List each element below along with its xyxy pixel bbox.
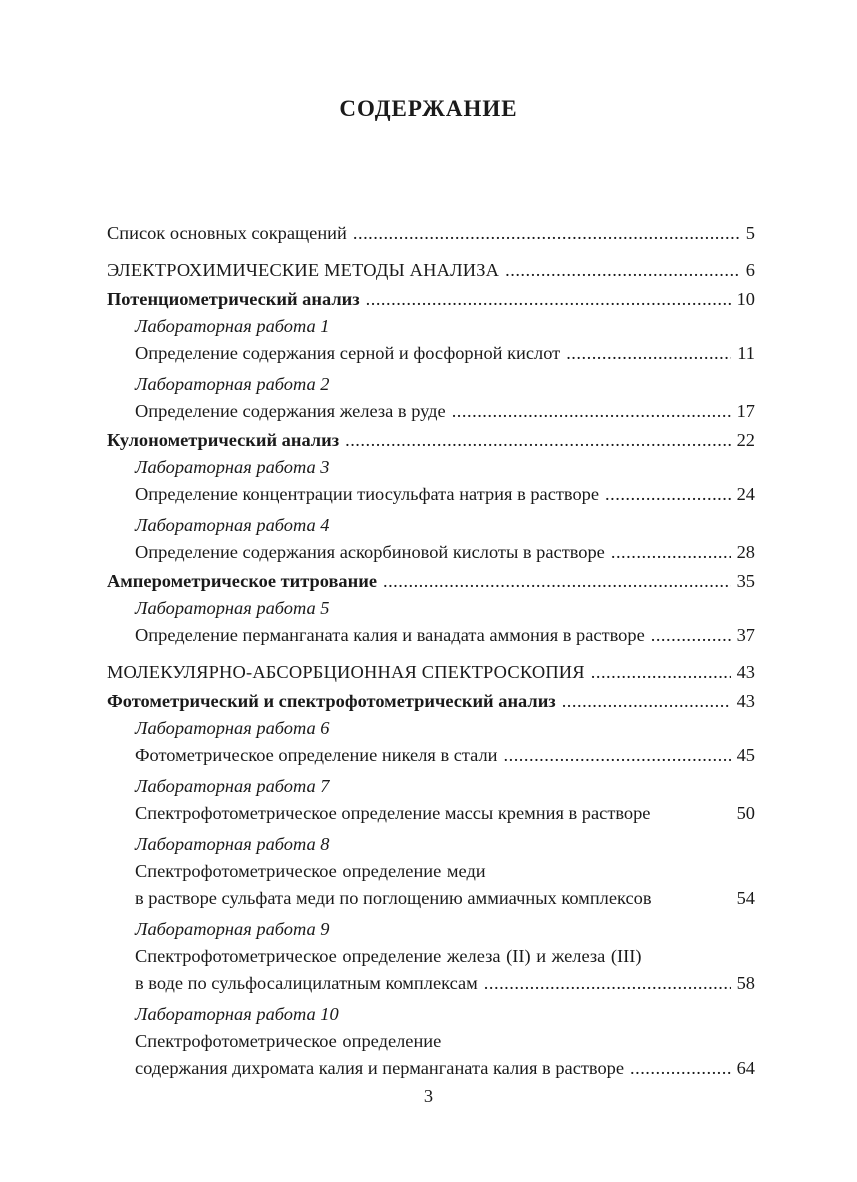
toc-chapter-photometric[interactable]	[107, 688, 755, 715]
toc-leader-dots	[651, 622, 731, 649]
toc-entry-lab3[interactable]	[107, 481, 755, 508]
toc-entry-title: Определение концентрации тиосульфата натрия в растворе	[135, 484, 600, 504]
toc-leader-dots	[452, 398, 731, 425]
toc-page-number: 5	[745, 223, 755, 243]
toc-leader-dots	[611, 539, 731, 566]
toc-leader-dots	[484, 970, 731, 997]
toc-entry-lab10[interactable]	[107, 1055, 755, 1082]
toc-lab-label: Лабораторная работа 1	[135, 316, 330, 336]
toc-leader-dots	[630, 1055, 731, 1082]
toc-entry-title: Определение содержания железа в руде	[135, 401, 446, 421]
page-title: СОДЕРЖАНИЕ	[339, 96, 518, 121]
toc-entry-lab8-line1: Спектрофотометрическое определение меди	[135, 861, 486, 881]
toc-entry-lab5[interactable]	[107, 622, 755, 649]
toc-entry-abbreviations[interactable]	[107, 220, 755, 247]
toc-leader-dots	[605, 481, 731, 508]
toc-lab-label: Лабораторная работа 6	[135, 718, 330, 738]
toc-lab-label: Лабораторная работа 10	[135, 1004, 339, 1024]
toc-lab-label: Лабораторная работа 5	[135, 598, 330, 618]
toc-entry-title: Фотометрический и спектрофотометрический анализ	[107, 691, 556, 711]
toc-chapter-potentiometric[interactable]	[107, 286, 755, 313]
toc-page-number: 22	[736, 430, 755, 450]
toc-leader-dots	[591, 659, 731, 686]
toc-page-number: 11	[737, 343, 755, 363]
toc-page-number: 43	[736, 691, 755, 711]
toc-entry-lab8[interactable]	[107, 885, 755, 912]
toc-leader-dots	[562, 688, 731, 715]
toc-page-number: 45	[736, 745, 755, 765]
toc-entry-title: МОЛЕКУЛЯРНО-АБСОРБЦИОННАЯ СПЕКТРОСКОПИЯ	[107, 662, 585, 682]
toc-lab-label: Лабораторная работа 3	[135, 457, 330, 477]
toc-entry-lab10-line1: Спектрофотометрическое определение	[135, 1031, 442, 1051]
toc-entry-lab6[interactable]	[107, 742, 755, 769]
toc-lab-label: Лабораторная работа 7	[135, 776, 330, 796]
toc-entry-title: Список основных сокращений	[107, 223, 347, 243]
toc-entry-title: Фотометрическое определение никеля в стали	[135, 745, 498, 765]
toc-entry-title: в воде по сульфосалицилатным комплексам	[135, 973, 478, 993]
toc-entry-title: в растворе сульфата меди по поглощению аммиачных комплексов	[135, 888, 652, 908]
toc-page-number: 43	[736, 662, 755, 682]
toc-page-number: 54	[736, 888, 755, 908]
toc-leader-dots	[505, 257, 740, 284]
toc-page-number: 58	[736, 973, 755, 993]
toc-page-number: 10	[736, 289, 755, 309]
toc-entry-title: Кулонометрический анализ	[107, 430, 340, 450]
toc-leader-dots	[504, 742, 731, 769]
toc-page-number: 35	[736, 571, 755, 591]
toc-entry-title: ЭЛЕКТРОХИМИЧЕСКИЕ МЕТОДЫ АНАЛИЗА	[107, 260, 500, 280]
table-of-contents	[107, 220, 755, 1082]
toc-entry-title: Потенциометрический анализ	[107, 289, 360, 309]
toc-entry-lab2[interactable]	[107, 398, 755, 425]
toc-entry-lab1[interactable]	[107, 340, 755, 367]
toc-page-number: 28	[736, 542, 755, 562]
toc-lab-label: Лабораторная работа 2	[135, 374, 330, 394]
toc-leader-dots	[383, 568, 731, 595]
toc-lab-label: Лабораторная работа 9	[135, 919, 330, 939]
toc-entry-lab7[interactable]	[107, 800, 755, 827]
toc-page-number: 64	[736, 1058, 755, 1078]
toc-leader-dots	[366, 286, 731, 313]
toc-lab-label: Лабораторная работа 8	[135, 834, 330, 854]
toc-entry-title: Амперометрическое титрование	[107, 571, 377, 591]
toc-leader-dots	[353, 220, 740, 247]
toc-entry-lab4[interactable]	[107, 539, 755, 566]
toc-chapter-amperometric[interactable]	[107, 568, 755, 595]
toc-entry-title: Спектрофотометрическое определение массы кремния в растворе	[135, 803, 651, 823]
toc-entry-title: Определение перманганата калия и ванадата аммония в растворе	[135, 625, 645, 645]
toc-entry-title: Определение содержания серной и фосфорной кислот	[135, 343, 561, 363]
page-footer-number: 3	[423, 1086, 434, 1106]
toc-page-number: 37	[736, 625, 755, 645]
toc-leader-dots	[345, 427, 731, 454]
toc-entry-lab9[interactable]	[107, 970, 755, 997]
toc-section-molecular-absorption[interactable]	[107, 659, 755, 686]
toc-page-number: 17	[736, 401, 755, 421]
toc-entry-title: Определение содержания аскорбиновой кислоты в растворе	[135, 542, 605, 562]
toc-lab-label: Лабораторная работа 4	[135, 515, 330, 535]
toc-section-electrochemical[interactable]	[107, 257, 755, 284]
toc-chapter-coulometric[interactable]	[107, 427, 755, 454]
toc-entry-lab9-line1: Спектрофотометрическое определение железа (II) и железа (III)	[135, 946, 642, 966]
toc-leader-dots	[566, 340, 731, 367]
toc-page-number: 50	[736, 803, 755, 823]
toc-entry-title: содержания дихромата калия и перманганата калия в растворе	[135, 1058, 625, 1078]
toc-page-number: 24	[736, 484, 755, 504]
toc-page-number: 6	[745, 260, 755, 280]
